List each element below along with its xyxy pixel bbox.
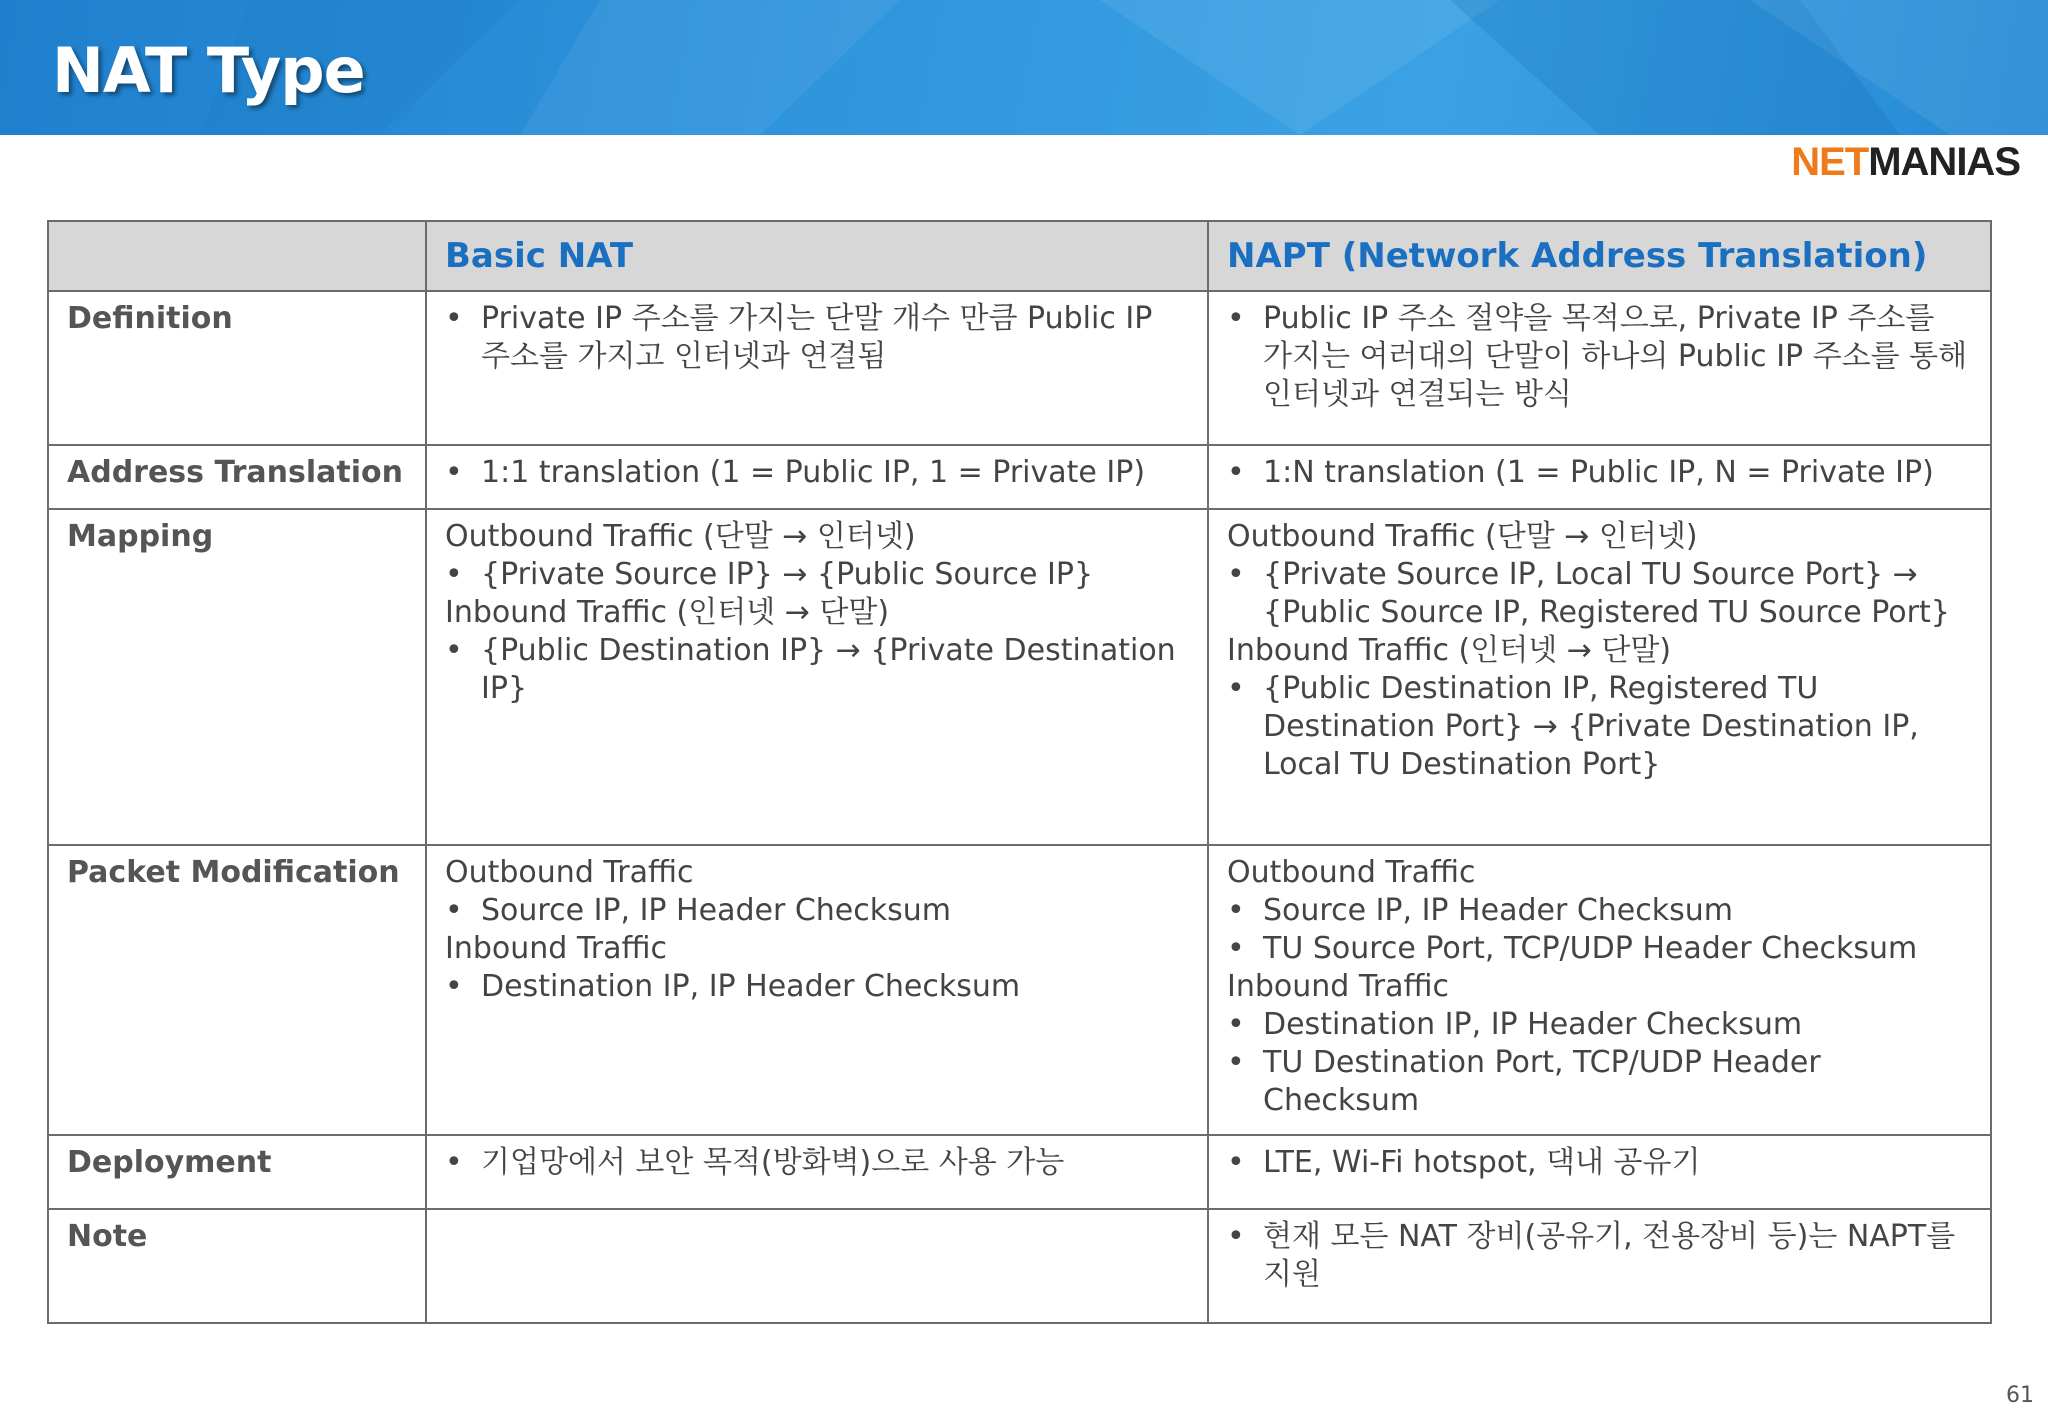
bullet-item: • Public IP 주소 절약을 목적으로, Private IP 주소를 가지는 여러대의 단말이 하나의 Public IP 주소를 통해 인터넷과 연결되는 방식: [1227, 300, 1972, 414]
basic-nat-cell: [426, 1135, 1208, 1209]
bullet-item: • TU Source Port, TCP/UDP Header Checksum: [1227, 930, 1972, 968]
bullet-item: • 1:N translation (1 = Public IP, N = Private IP): [1227, 454, 1972, 492]
header-napt: NAPT (Network Address Translation): [1208, 221, 1991, 291]
netmanias-logo: [1791, 140, 2020, 185]
basic-nat-cell: [426, 1209, 1208, 1323]
bullet-list: [1227, 1144, 1972, 1182]
bullet-list: [445, 300, 1189, 376]
table-row: [48, 845, 1991, 1135]
bullet-list: [1227, 670, 1972, 784]
row-label: Address Translation: [48, 445, 426, 509]
napt-cell: [1208, 445, 1991, 509]
traffic-direction-heading: Outbound Traffic: [1227, 855, 1476, 890]
bullet-list: [1227, 556, 1972, 632]
traffic-direction-heading: Inbound Traffic (인터넷 → 단말): [1227, 633, 1672, 668]
basic-nat-cell: [426, 845, 1208, 1135]
bullet-item: • {Private Source IP} → {Public Source IP}: [445, 556, 1189, 594]
bullet-item: • 기업망에서 보안 목적(방화벽)으로 사용 가능: [445, 1144, 1189, 1182]
slide-title: NAT Type: [52, 34, 365, 107]
bullet-item: • Destination IP, IP Header Checksum: [445, 968, 1189, 1006]
bullet-list: [1227, 1006, 1972, 1120]
page-number: 61: [2006, 1383, 2034, 1408]
row-label: Mapping: [48, 509, 426, 845]
logo-net: NET: [1791, 140, 1869, 184]
napt-cell: [1208, 509, 1991, 845]
bullet-list: [445, 1144, 1189, 1182]
bullet-item: • Destination IP, IP Header Checksum: [1227, 1006, 1972, 1044]
row-label: Note: [48, 1209, 426, 1323]
table-row: [48, 291, 1991, 445]
napt-cell: [1208, 1135, 1991, 1209]
bullet-list: [1227, 454, 1972, 492]
traffic-direction-heading: Outbound Traffic: [445, 855, 694, 890]
bullet-item: • {Private Source IP, Local TU Source Port} → {Public Source IP, Registered TU Source Port}: [1227, 556, 1972, 632]
row-label: Deployment: [48, 1135, 426, 1209]
logo-manias: MANIAS: [1868, 140, 2020, 184]
table-row: [48, 509, 1991, 845]
table-row: [48, 445, 1991, 509]
traffic-direction-heading: Inbound Traffic: [1227, 969, 1449, 1004]
bullet-item: • TU Destination Port, TCP/UDP Header Checksum: [1227, 1044, 1972, 1120]
header-empty-cell: [48, 221, 426, 291]
bullet-item: • {Public Destination IP, Registered TU Destination Port} → {Private Destination IP, Local TU Destination Port}: [1227, 670, 1972, 784]
table-row: [48, 1209, 1991, 1323]
traffic-direction-heading: Inbound Traffic (인터넷 → 단말): [445, 595, 890, 630]
bullet-list: [445, 632, 1189, 708]
bullet-list: [445, 968, 1189, 1006]
bullet-item: • 현재 모든 NAT 장비(공유기, 전용장비 등)는 NAPT를 지원: [1227, 1218, 1972, 1294]
bullet-item: • {Public Destination IP} → {Private Destination IP}: [445, 632, 1189, 708]
basic-nat-cell: [426, 509, 1208, 845]
bullet-item: • LTE, Wi-Fi hotspot, 댁내 공유기: [1227, 1144, 1972, 1182]
bullet-list: [1227, 892, 1972, 968]
bullet-item: • Source IP, IP Header Checksum: [445, 892, 1189, 930]
table-row: [48, 1135, 1991, 1209]
bullet-list: [1227, 300, 1972, 414]
bullet-item: • 1:1 translation (1 = Public IP, 1 = Private IP): [445, 454, 1189, 492]
basic-nat-cell: [426, 291, 1208, 445]
bullet-item: • Source IP, IP Header Checksum: [1227, 892, 1972, 930]
table-header-row: [48, 221, 1991, 291]
traffic-direction-heading: Outbound Traffic (단말 → 인터넷): [1227, 519, 1698, 554]
title-banner: [0, 0, 2048, 135]
basic-nat-cell: [426, 445, 1208, 509]
bullet-list: [1227, 1218, 1972, 1294]
traffic-direction-heading: Outbound Traffic (단말 → 인터넷): [445, 519, 916, 554]
napt-cell: [1208, 845, 1991, 1135]
bullet-item: • Private IP 주소를 가지는 단말 개수 만큼 Public IP 주소를 가지고 인터넷과 연결됨: [445, 300, 1189, 376]
napt-cell: [1208, 1209, 1991, 1323]
bullet-list: [445, 556, 1189, 594]
bullet-list: [445, 892, 1189, 930]
row-label: Packet Modification: [48, 845, 426, 1135]
header-basic-nat: Basic NAT: [426, 221, 1208, 291]
traffic-direction-heading: Inbound Traffic: [445, 931, 667, 966]
bullet-list: [445, 454, 1189, 492]
napt-cell: [1208, 291, 1991, 445]
nat-comparison-table: [47, 220, 1992, 1324]
row-label: Definition: [48, 291, 426, 445]
